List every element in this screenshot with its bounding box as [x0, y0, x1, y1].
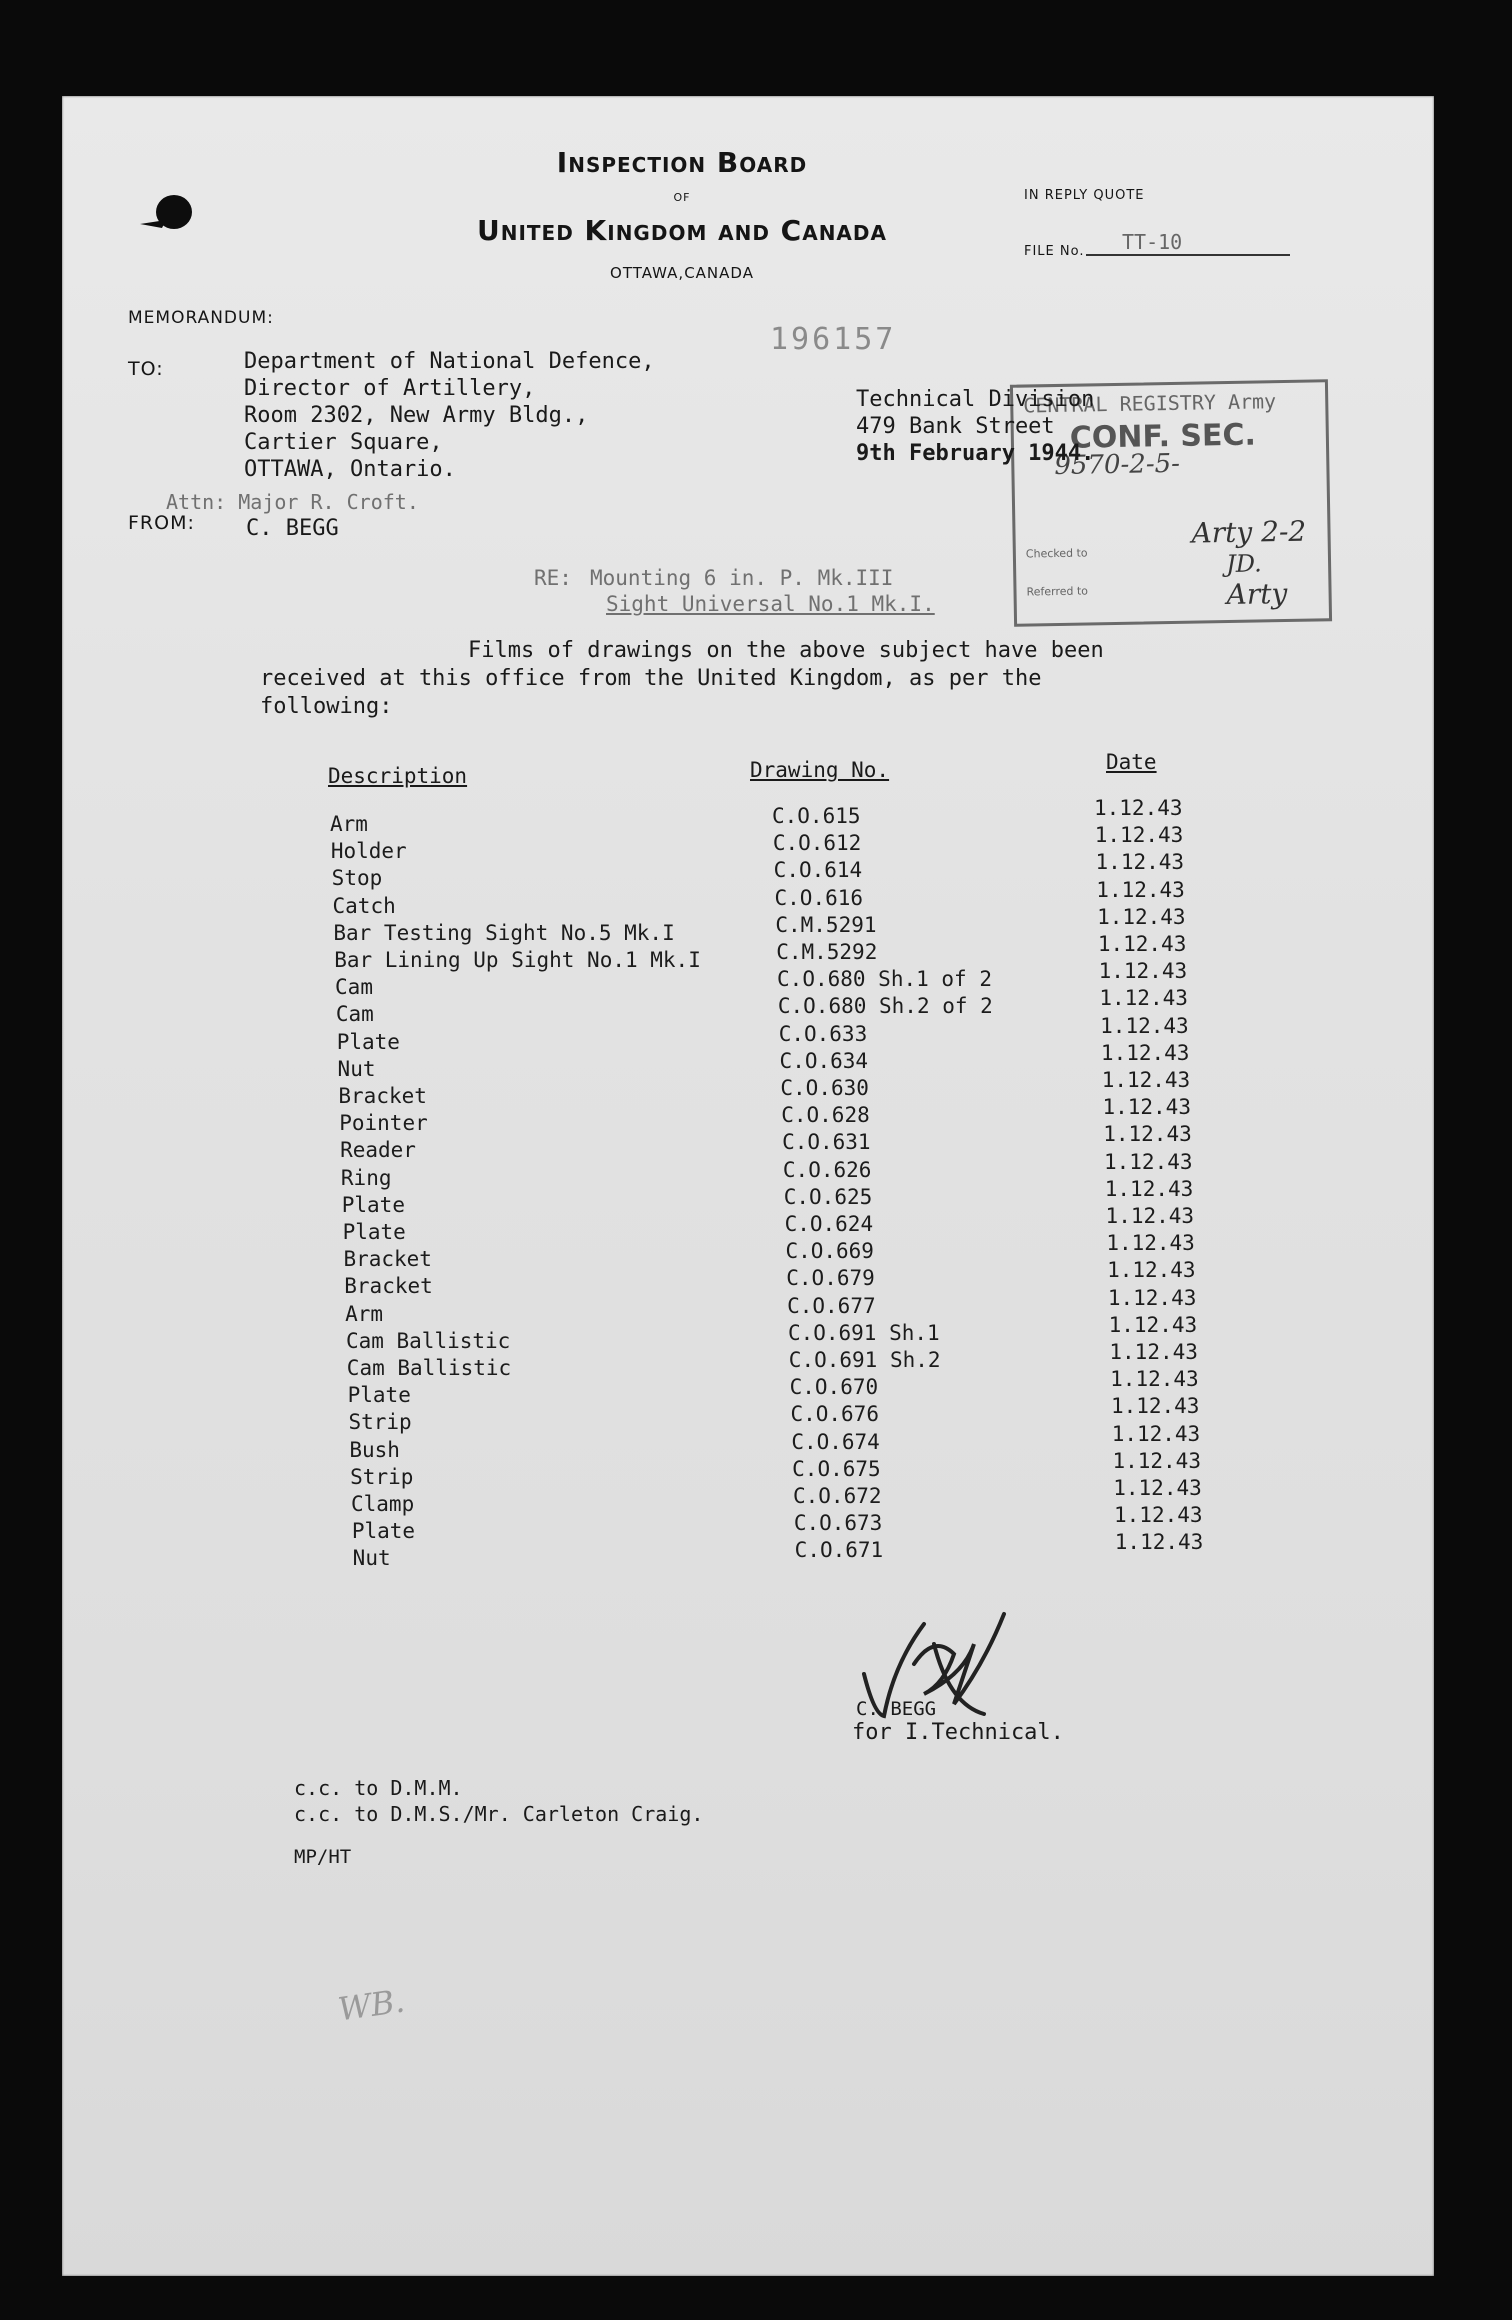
from-label: FROM: — [128, 512, 195, 534]
attn-line: Attn: Major R. Croft. — [166, 490, 419, 514]
stamp-checked-label: Checked to — [1025, 546, 1088, 561]
table-cell-date: 1.12.43 — [1094, 796, 1183, 820]
re-line2: Sight Universal No.1 Mk.I. — [606, 592, 935, 616]
table-cell-drawing-no: C.O.673 — [793, 1511, 883, 1536]
to-line: Cartier Square, — [244, 430, 443, 455]
file-number-value: TT-10 — [1122, 230, 1183, 254]
table-cell-description: Reader — [340, 1138, 416, 1163]
table-cell-date: 1.12.43 — [1103, 1122, 1192, 1147]
to-line: Director of Artillery, — [244, 376, 536, 401]
sender-line: 479 Bank Street — [856, 414, 1055, 439]
table-cell-date: 1.12.43 — [1112, 1448, 1201, 1473]
table-cell-description: Bracket — [338, 1084, 427, 1108]
to-address — [244, 348, 655, 483]
table-cell-date: 1.12.43 — [1114, 1530, 1204, 1555]
table-cell-description: Arm — [345, 1301, 384, 1326]
table-cell-drawing-no: C.O.674 — [791, 1429, 880, 1454]
table-cell-description: Ring — [340, 1165, 392, 1190]
table-cell-drawing-no: C.O.676 — [790, 1402, 879, 1427]
table-cell-drawing-no: C.O.671 — [794, 1538, 884, 1563]
table-cell-description: Plate — [341, 1192, 405, 1217]
table-cell-drawing-no: C.O.691 Sh.1 — [787, 1320, 940, 1345]
table-cell-drawing-no: C.O.616 — [774, 885, 864, 910]
cc-line: c.c. to D.M.M. — [294, 1776, 463, 1800]
reply-quote-label: IN REPLY QUOTE — [1024, 188, 1145, 203]
table-cell-date: 1.12.43 — [1106, 1231, 1195, 1256]
table-cell-drawing-no: C.O.631 — [782, 1130, 871, 1155]
table-cell-description: Strip — [348, 1410, 412, 1435]
table-cell-date: 1.12.43 — [1111, 1421, 1201, 1446]
file-number-underline — [1086, 254, 1290, 256]
table-cell-description: Bar Lining Up Sight No.1 Mk.I — [334, 948, 701, 972]
letterhead-city: OTTAWA,CANADA — [610, 264, 754, 282]
table-cell-drawing-no: C.O.628 — [781, 1103, 870, 1128]
table-cell-description: Plate — [336, 1029, 400, 1054]
column-header-date: Date — [1106, 750, 1157, 774]
file-number-label: FILE No. — [1024, 244, 1085, 259]
signature-title: for I.Technical. — [852, 1720, 1064, 1745]
table-cell-description: Bracket — [344, 1274, 433, 1299]
sender-address — [856, 386, 1094, 467]
letterhead-org: United Kingdom and Canada — [476, 214, 887, 247]
table-cell-drawing-no: C.M.5292 — [776, 940, 878, 964]
table-cell-date: 1.12.43 — [1104, 1149, 1193, 1174]
memo-page — [62, 96, 1434, 2276]
table-cell-date: 1.12.43 — [1114, 1503, 1203, 1528]
letterhead-of: of — [673, 186, 691, 205]
table-cell-date: 1.12.43 — [1108, 1312, 1198, 1337]
table-cell-drawing-no: C.O.669 — [785, 1239, 874, 1264]
from-name: C. BEGG — [246, 516, 339, 541]
table-cell-description: Bracket — [343, 1247, 432, 1272]
table-cell-date: 1.12.43 — [1096, 877, 1185, 902]
stamp-handwritten-ref: Arty 2-2 — [1191, 514, 1307, 550]
table-cell-description: Cam Ballistic — [345, 1328, 511, 1353]
to-line: OTTAWA, Ontario. — [244, 457, 456, 482]
table-cell-description: Catch — [332, 893, 396, 918]
table-cell-drawing-no: C.O.679 — [786, 1266, 875, 1291]
table-cell-description: Plate — [342, 1220, 406, 1244]
table-cell-description: Strip — [350, 1464, 414, 1489]
table-cell-description: Cam — [335, 975, 373, 1000]
memorandum-label: MEMORANDUM: — [128, 308, 274, 328]
table-cell-description: Bush — [349, 1437, 400, 1462]
table-cell-date: 1.12.43 — [1107, 1285, 1197, 1310]
table-cell-date: 1.12.43 — [1095, 850, 1185, 875]
table-cell-description: Cam Ballistic — [346, 1356, 512, 1380]
table-cell-date: 1.12.43 — [1107, 1258, 1196, 1283]
to-line: Room 2302, New Army Bldg., — [244, 403, 589, 428]
table-cell-description: Clamp — [351, 1492, 415, 1516]
signature-name: C. BEGG — [856, 1698, 937, 1720]
stamp-line2: CONF. SEC. — [1069, 417, 1257, 456]
table-cell-drawing-no: C.O.615 — [772, 804, 861, 828]
table-cell-date: 1.12.43 — [1104, 1176, 1194, 1201]
stamp-handwritten-referred: Arty — [1226, 576, 1288, 612]
table-cell-description: Plate — [347, 1383, 411, 1408]
table-cell-date: 1.12.43 — [1098, 959, 1188, 984]
table-cell-drawing-no: C.O.614 — [773, 858, 863, 883]
table-cell-drawing-no: C.O.680 Sh.1 of 2 — [777, 967, 992, 992]
table-cell-date: 1.12.43 — [1110, 1394, 1200, 1419]
stamp-referred-label: Referred to — [1026, 584, 1089, 599]
table-cell-drawing-no: C.O.626 — [782, 1157, 872, 1182]
sender-line: Technical Division — [856, 387, 1095, 412]
body-line: following: — [260, 694, 393, 719]
table-cell-drawing-no: C.O.680 Sh.2 of 2 — [777, 994, 993, 1019]
table-cell-drawing-no: C.O.634 — [779, 1048, 869, 1073]
table-cell-description: Pointer — [339, 1111, 428, 1136]
table-cell-date: 1.12.43 — [1097, 932, 1187, 956]
column-header-description: Description — [328, 764, 468, 788]
table-cell-description: Bar Testing Sight No.5 Mk.I — [333, 920, 675, 945]
re-line1: Mounting 6 in. P. Mk.III — [590, 566, 894, 590]
table-cell-drawing-no: C.O.691 Sh.2 — [788, 1348, 941, 1372]
table-cell-date: 1.12.43 — [1099, 986, 1188, 1011]
table-cell-date: 1.12.43 — [1102, 1095, 1191, 1120]
re-label: RE: — [534, 566, 572, 590]
stamp-line1: CENTRAL REGISTRY Army — [1023, 389, 1277, 418]
table-cell-drawing-no: C.O.677 — [787, 1293, 876, 1318]
table-cell-date: 1.12.43 — [1105, 1204, 1195, 1228]
table-cell-date: 1.12.43 — [1094, 823, 1184, 848]
letterhead-title: Inspection Board — [556, 146, 808, 179]
cc-line: c.c. to D.M.S./Mr. Carleton Craig. — [294, 1802, 704, 1826]
to-line: Department of National Defence, — [244, 349, 655, 374]
table-cell-date: 1.12.43 — [1101, 1068, 1191, 1092]
table-cell-drawing-no: C.O.670 — [789, 1375, 879, 1400]
column-header-drawing-no: Drawing No. — [750, 758, 890, 782]
stamp-initials: JD. — [1225, 549, 1262, 579]
table-cell-description: Stop — [331, 866, 383, 891]
table-cell-description: Holder — [330, 839, 407, 864]
to-label: TO: — [128, 358, 164, 380]
table-cell-drawing-no: C.O.630 — [780, 1076, 869, 1100]
punch-hole-mark — [132, 188, 202, 248]
memo-date: 9th February 1944. — [856, 441, 1095, 466]
table-cell-description: Cam — [335, 1002, 374, 1027]
table-cell-drawing-no: C.O.624 — [784, 1212, 874, 1236]
stamp-handwritten-number: 9570-2-5- — [1054, 448, 1181, 482]
body-line: Films of drawings on the above subject have been — [468, 638, 1104, 663]
table-cell-drawing-no: C.O.672 — [793, 1484, 882, 1508]
table-cell-drawing-no: C.O.612 — [772, 831, 862, 856]
table-cell-drawing-no: C.O.625 — [783, 1184, 873, 1209]
table-cell-drawing-no: C.M.5291 — [775, 912, 877, 937]
table-cell-drawing-no: C.O.675 — [792, 1456, 881, 1481]
handwritten-initials-bottom: WB. — [335, 1981, 407, 2029]
table-cell-description: Nut — [352, 1546, 391, 1571]
table-cell-date: 1.12.43 — [1110, 1367, 1199, 1392]
table-cell-description: Plate — [351, 1519, 416, 1544]
registry-number: 196157 — [770, 322, 897, 357]
table-cell-description: Nut — [337, 1056, 376, 1081]
table-cell-description: Arm — [330, 812, 368, 836]
table-cell-date: 1.12.43 — [1097, 904, 1186, 929]
table-cell-drawing-no: C.O.633 — [778, 1021, 868, 1046]
table-cell-date: 1.12.43 — [1100, 1013, 1189, 1038]
table-cell-date: 1.12.43 — [1113, 1476, 1202, 1500]
body-line: received at this office from the United Kingdom, as per the — [260, 666, 1042, 691]
table-cell-date: 1.12.43 — [1100, 1040, 1190, 1065]
typist-initials: MP/HT — [294, 1846, 352, 1868]
table-cell-date: 1.12.43 — [1109, 1340, 1198, 1364]
